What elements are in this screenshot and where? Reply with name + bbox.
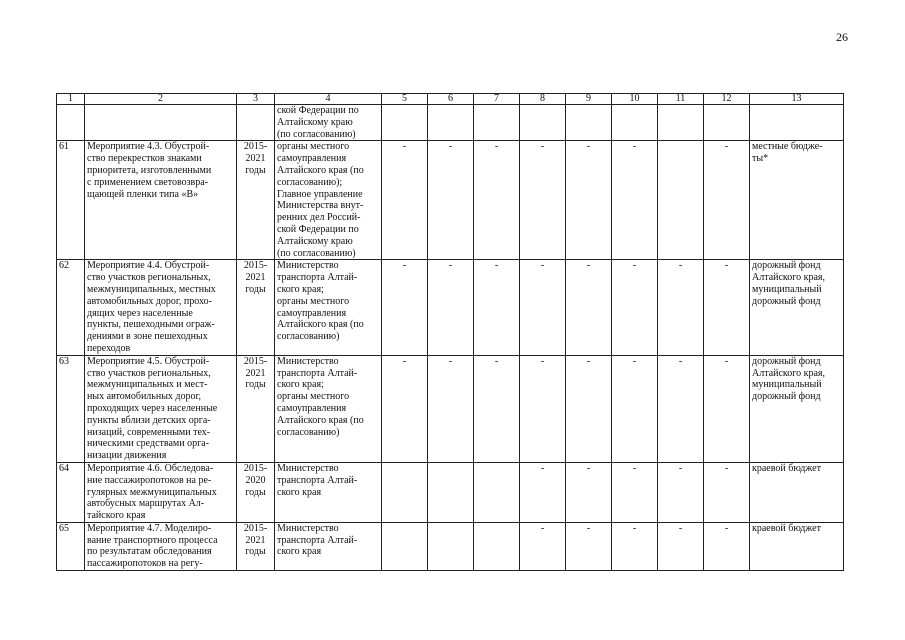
executor-line: ского края;: [277, 283, 324, 295]
executor-line: ского края: [277, 486, 322, 498]
table-row: [57, 141, 844, 260]
executor-line: Главное управление: [277, 188, 363, 200]
activity-cell: [85, 141, 237, 260]
activity-line: ство участков региональных,: [87, 367, 211, 379]
executor-line: Министерство: [277, 355, 339, 367]
value-cell: -: [520, 260, 566, 355]
period-cell: [237, 462, 275, 522]
header-row: [57, 94, 844, 105]
value-cell: -: [428, 355, 474, 462]
value-cell: -: [658, 462, 704, 522]
activity-line: переходов: [87, 342, 131, 354]
activity-line: низации движения: [87, 450, 167, 462]
value-cell: -: [474, 260, 520, 355]
executor-cell: [275, 462, 382, 522]
header-cell: 2: [85, 94, 237, 105]
period-cell: [237, 260, 275, 355]
header-cell: 3: [237, 94, 275, 105]
activity-line: дящих через населенные: [87, 307, 193, 319]
value-cell: -: [520, 462, 566, 522]
value-cell: -: [704, 355, 750, 462]
period-line: 2020: [245, 474, 266, 486]
activity-cell: [85, 522, 237, 570]
funding-line: краевой бюджет: [752, 522, 821, 534]
executor-line: Алтайского края (по: [277, 414, 364, 426]
activity-line: ство участков региональных,: [87, 272, 211, 284]
value-cell: -: [520, 355, 566, 462]
executor-line: Министерство: [277, 462, 339, 474]
activity-line: Мероприятие 4.5. Обустрой-: [87, 355, 210, 367]
activity-cell: [85, 355, 237, 462]
period-line: годы: [245, 486, 266, 498]
activity-line: вание транспортного процесса: [87, 534, 218, 546]
value-cell: -: [704, 260, 750, 355]
executor-line: ренних дел Россий-: [277, 212, 361, 224]
period-cell: [237, 522, 275, 570]
value-cell: -: [704, 141, 750, 260]
executor-line: (по согласованию): [277, 247, 356, 259]
executor-line: транспорта Алтай-: [277, 272, 358, 284]
activity-line: низаций, современными тех-: [87, 426, 211, 438]
value-cell: -: [612, 462, 658, 522]
row-number-cell: 62: [57, 260, 85, 355]
period-line: 2021: [245, 272, 266, 284]
activity-line: дениями в зоне пешеходных: [87, 331, 208, 343]
period-line: 2015-: [243, 462, 268, 474]
value-cell: [704, 105, 750, 141]
continuation-row: [57, 105, 844, 141]
header-cell: 8: [520, 94, 566, 105]
period-cell: [237, 355, 275, 462]
executor-line: самоуправления: [277, 153, 347, 165]
funding-line: дорожный фонд: [752, 391, 821, 403]
period-line: 2015-: [243, 355, 268, 367]
period-line: 2021: [245, 153, 266, 165]
executor-line: органы местного: [277, 295, 350, 307]
funding-cell: [750, 141, 844, 260]
executor-line: Алтайскому краю: [277, 235, 353, 247]
funding-line: дорожный фонд: [752, 260, 821, 272]
period-line: 2021: [245, 534, 266, 546]
executor-line: ской Федерации по: [277, 223, 359, 235]
value-cell: -: [612, 141, 658, 260]
period-line: 2015-: [243, 141, 268, 153]
executor-line: Алтайскому краю: [277, 116, 353, 128]
period-line: 2021: [245, 367, 266, 379]
row-number-cell: 63: [57, 355, 85, 462]
activity-line: тайского края: [87, 510, 146, 522]
value-cell: [474, 522, 520, 570]
header-cell: 11: [658, 94, 704, 105]
program-table: [56, 93, 844, 571]
activity-line: гулярных межмуниципальных: [87, 486, 217, 498]
header-cell: 7: [474, 94, 520, 105]
funding-line: дорожный фонд: [752, 355, 821, 367]
activity-line: проходящих через населенные: [87, 402, 218, 414]
activity-line: ных автомобильных дорог,: [87, 391, 201, 403]
period-line: годы: [245, 546, 266, 558]
activity-line: автобусных маршрутах Ал-: [87, 498, 205, 510]
header-cell: 4: [275, 94, 382, 105]
value-cell: [474, 105, 520, 141]
page-number: 26: [836, 30, 848, 44]
period-line: годы: [245, 164, 266, 176]
table-row: [57, 522, 844, 570]
table-row: [57, 260, 844, 355]
funding-cell: [750, 355, 844, 462]
funding-cell: [750, 462, 844, 522]
executor-line: Министерство: [277, 260, 339, 272]
activity-line: Мероприятие 4.4. Обустрой-: [87, 260, 210, 272]
value-cell: [382, 105, 428, 141]
value-cell: [658, 141, 704, 260]
activity-line: приоритета, изготовленными: [87, 164, 212, 176]
header-cell: 6: [428, 94, 474, 105]
executor-line: транспорта Алтай-: [277, 367, 358, 379]
row-number-cell: 64: [57, 462, 85, 522]
executor-cell: [275, 522, 382, 570]
value-cell: -: [382, 141, 428, 260]
value-cell: [382, 462, 428, 522]
funding-cell: [750, 105, 844, 141]
value-cell: [382, 522, 428, 570]
value-cell: -: [428, 141, 474, 260]
value-cell: -: [612, 355, 658, 462]
executor-line: органы местного: [277, 391, 350, 403]
funding-line: дорожный фонд: [752, 295, 821, 307]
header-cell: 13: [750, 94, 844, 105]
activity-line: пункты вблизи детских орга-: [87, 414, 211, 426]
header-cell: 1: [57, 94, 85, 105]
value-cell: [428, 105, 474, 141]
value-cell: -: [474, 355, 520, 462]
value-cell: -: [520, 522, 566, 570]
value-cell: [428, 462, 474, 522]
executor-line: транспорта Алтай-: [277, 534, 358, 546]
activity-cell: [85, 260, 237, 355]
activity-line: Мероприятие 4.6. Обследова-: [87, 462, 214, 474]
executor-line: (по согласованию): [277, 128, 356, 140]
activity-line: ние пассажиропотоков на ре-: [87, 474, 212, 486]
value-cell: -: [566, 462, 612, 522]
executor-line: Алтайского края (по: [277, 164, 364, 176]
funding-line: Алтайского края,: [752, 272, 826, 284]
value-cell: -: [566, 355, 612, 462]
activity-line: пассажиропотоков на регу-: [87, 558, 203, 570]
header-cell: 12: [704, 94, 750, 105]
activity-line: межмуниципальных, местных: [87, 283, 216, 295]
value-cell: -: [612, 260, 658, 355]
value-cell: -: [474, 141, 520, 260]
value-cell: -: [612, 522, 658, 570]
value-cell: -: [704, 462, 750, 522]
funding-line: муниципальный: [752, 379, 822, 391]
executor-line: Министерства внут-: [277, 200, 364, 212]
activity-line: ническими средствами орга-: [87, 438, 209, 450]
executor-cell: [275, 105, 382, 141]
executor-line: самоуправления: [277, 402, 347, 414]
period-cell: [237, 141, 275, 260]
table-row: [57, 462, 844, 522]
row-number-cell: 65: [57, 522, 85, 570]
period-line: 2015-: [243, 260, 268, 272]
executor-line: Алтайского края (по: [277, 319, 364, 331]
table-row: [57, 355, 844, 462]
executor-line: ской Федерации по: [277, 105, 359, 116]
value-cell: [566, 105, 612, 141]
funding-line: ты*: [752, 153, 769, 165]
activity-line: Мероприятие 4.3. Обустрой-: [87, 141, 210, 153]
executor-cell: [275, 141, 382, 260]
value-cell: -: [520, 141, 566, 260]
value-cell: -: [704, 522, 750, 570]
value-cell: [658, 105, 704, 141]
value-cell: [428, 522, 474, 570]
activity-line: ство перекрестков знаками: [87, 153, 202, 165]
activity-line: автомобильных дорог, прохо-: [87, 295, 212, 307]
activity-line: с применением световозвра-: [87, 176, 209, 188]
value-cell: -: [658, 355, 704, 462]
executor-line: согласованию): [277, 426, 340, 438]
row-number-cell: 61: [57, 141, 85, 260]
value-cell: [520, 105, 566, 141]
executor-line: органы местного: [277, 141, 350, 153]
funding-line: муниципальный: [752, 283, 822, 295]
executor-line: согласованию): [277, 331, 340, 343]
period-line: годы: [245, 283, 266, 295]
executor-line: ского края: [277, 546, 322, 558]
period-cell: [237, 105, 275, 141]
activity-line: по результатам обследования: [87, 546, 212, 558]
row-number-cell: [57, 105, 85, 141]
funding-line: краевой бюджет: [752, 462, 821, 474]
activity-line: щающей пленки типа «В»: [87, 188, 199, 200]
executor-cell: [275, 260, 382, 355]
value-cell: [474, 462, 520, 522]
value-cell: -: [382, 355, 428, 462]
funding-line: местные бюдже-: [752, 141, 823, 153]
period-line: 2015-: [243, 522, 268, 534]
executor-line: самоуправления: [277, 307, 347, 319]
activity-line: межмуниципальных и мест-: [87, 379, 208, 391]
executor-cell: [275, 355, 382, 462]
period-line: годы: [245, 379, 266, 391]
funding-cell: [750, 522, 844, 570]
value-cell: -: [382, 260, 428, 355]
funding-cell: [750, 260, 844, 355]
activity-line: Мероприятие 4.7. Моделиро-: [87, 522, 212, 534]
funding-line: Алтайского края,: [752, 367, 826, 379]
value-cell: -: [566, 260, 612, 355]
executor-line: транспорта Алтай-: [277, 474, 358, 486]
header-cell: 5: [382, 94, 428, 105]
value-cell: -: [428, 260, 474, 355]
value-cell: -: [658, 260, 704, 355]
executor-line: согласованию);: [277, 176, 343, 188]
header-cell: 9: [566, 94, 612, 105]
activity-cell: [85, 105, 237, 141]
activity-line: пункты, пешеходными ограж-: [87, 319, 215, 331]
executor-line: ского края;: [277, 379, 324, 391]
value-cell: -: [566, 522, 612, 570]
value-cell: [612, 105, 658, 141]
value-cell: -: [566, 141, 612, 260]
value-cell: -: [658, 522, 704, 570]
header-cell: 10: [612, 94, 658, 105]
executor-line: Министерство: [277, 522, 339, 534]
activity-cell: [85, 462, 237, 522]
